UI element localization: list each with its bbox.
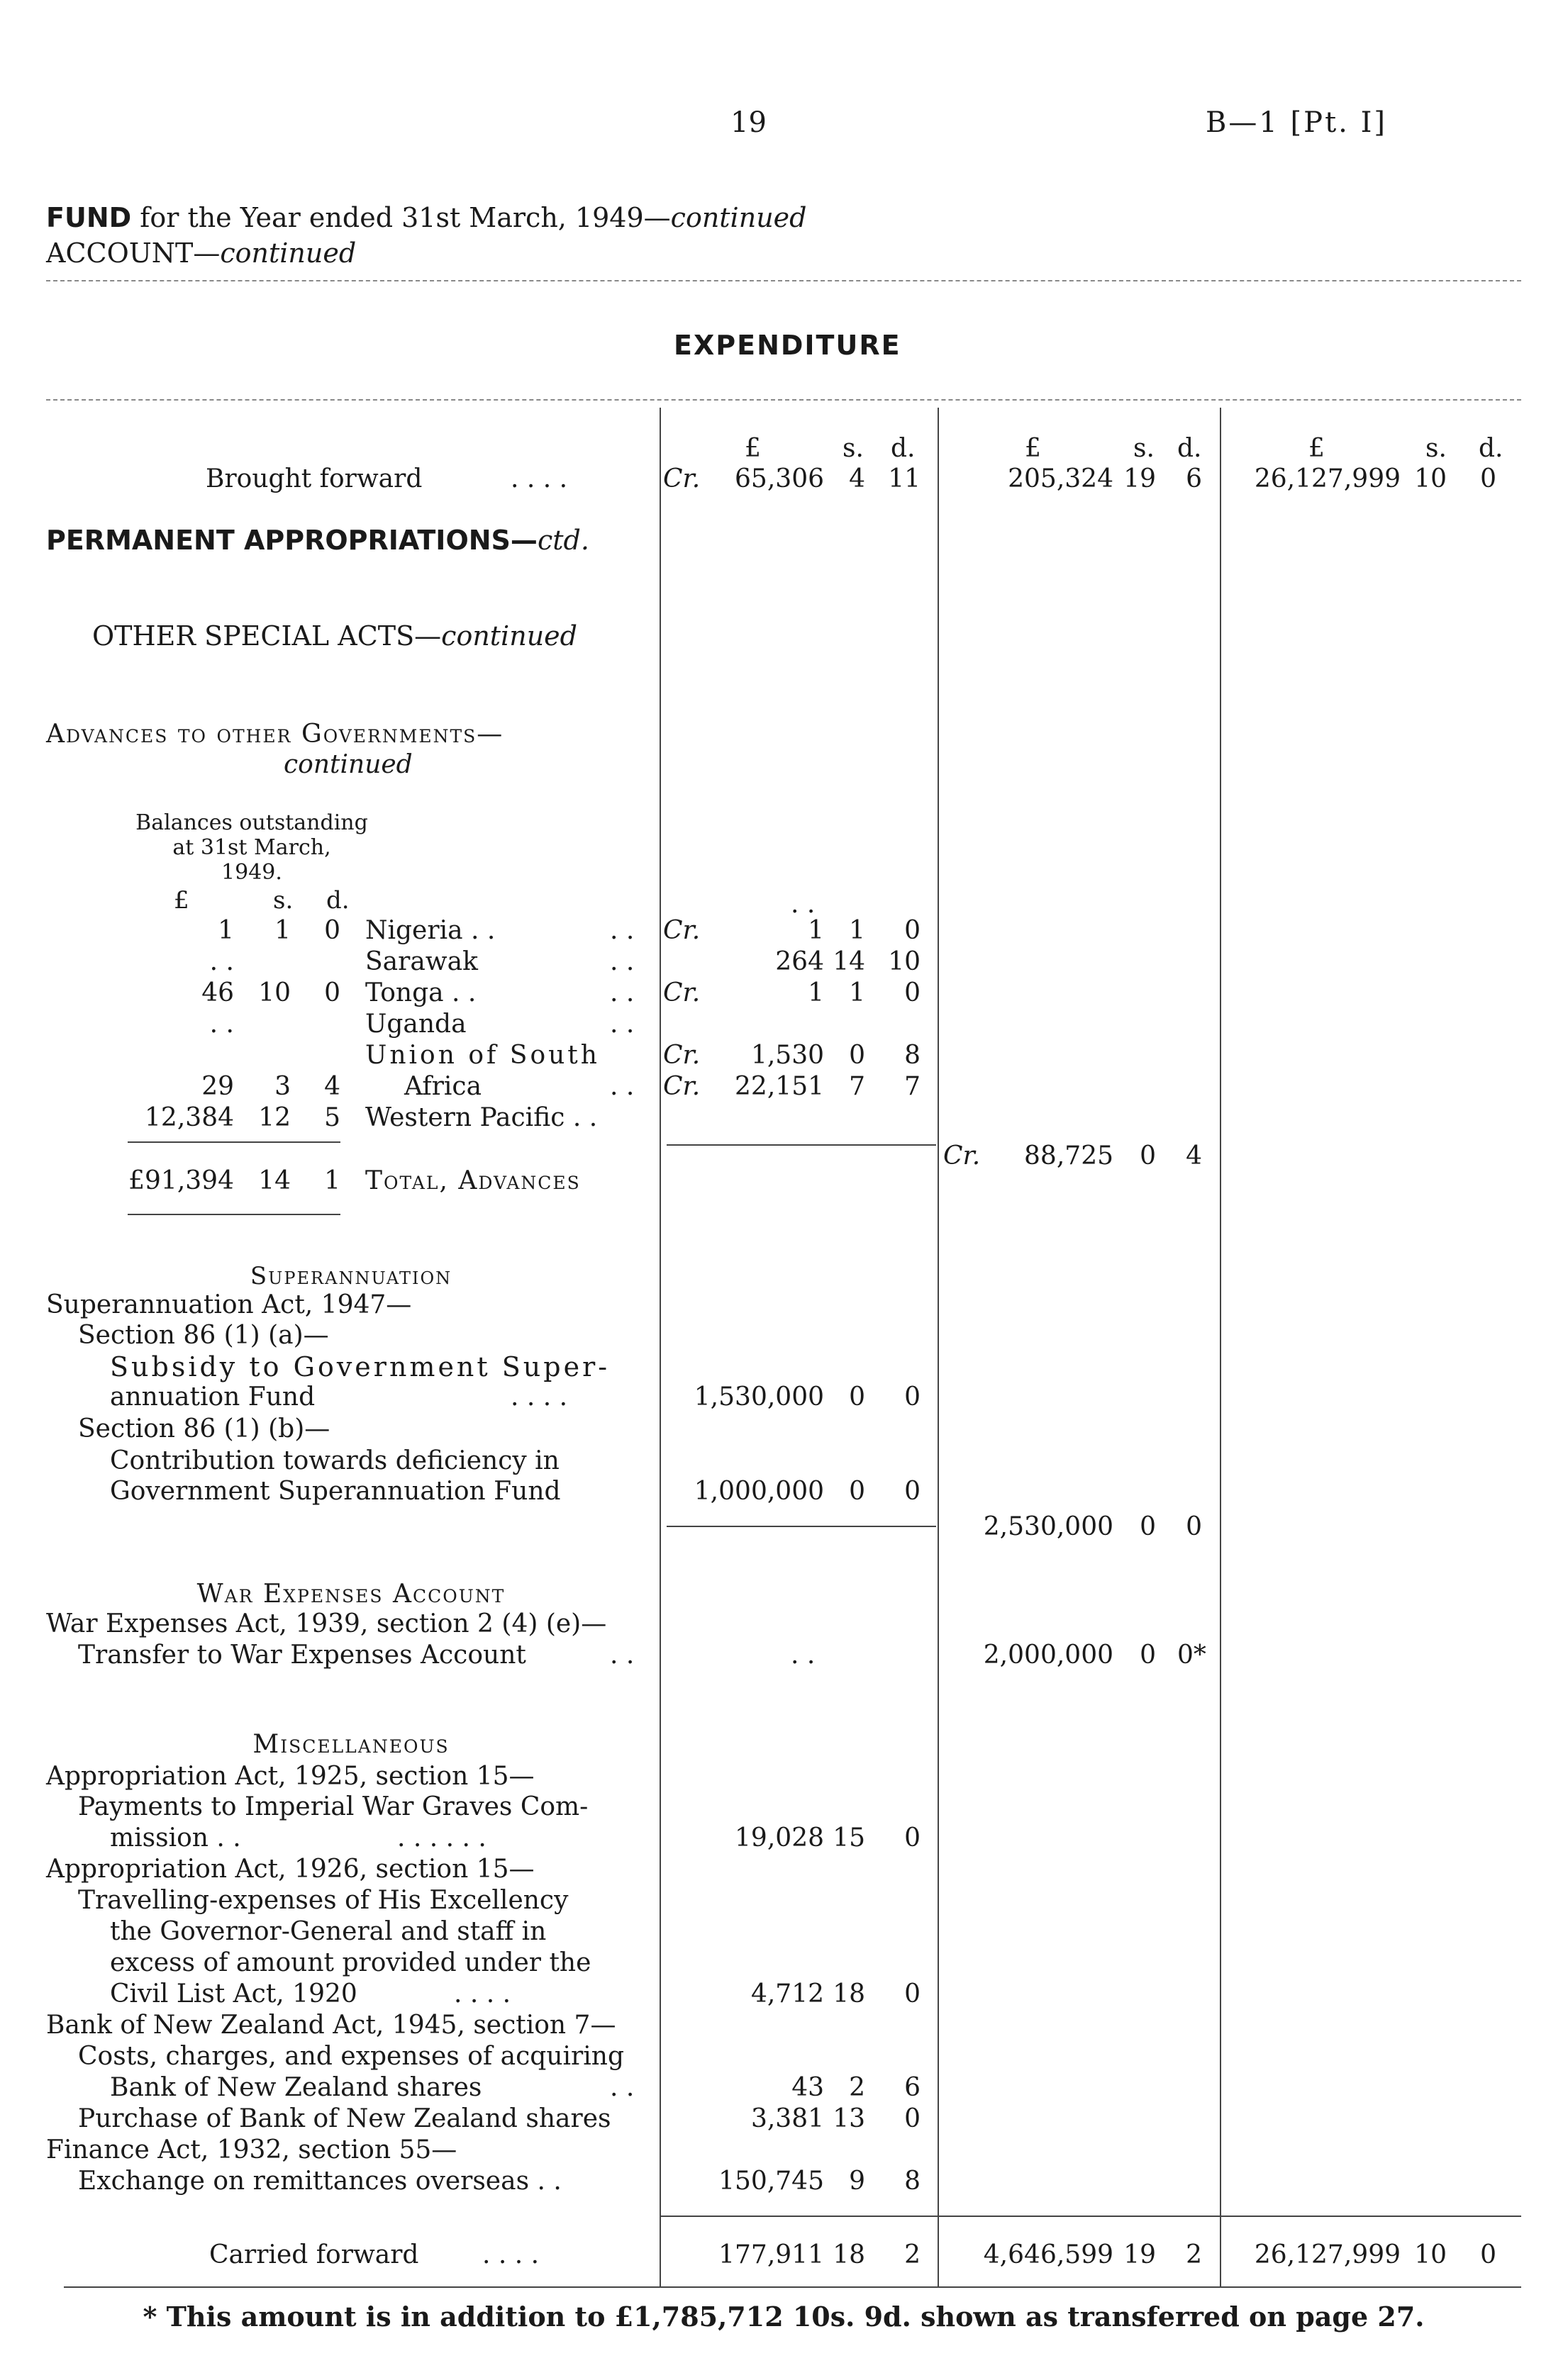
amount-pounds: 3,381 [750, 2104, 824, 2133]
war-expenses-act: War Expenses Act, 1939, section 2 (4) (e)— [46, 1609, 607, 1638]
balance-pounds: 12,384 [145, 1103, 234, 1132]
footnote: * This amount is in addition to £1,785,712 10s. 9d. shown as transferred on page 27. [143, 2301, 1425, 2332]
amount-shillings: 14 [833, 947, 865, 976]
leader-dots: . . . . [482, 2240, 540, 2269]
section-title: EXPENDITURE [674, 330, 901, 361]
balance-subtotal-rule [128, 1141, 340, 1143]
leader-dots: . . [610, 947, 635, 976]
leader-dots: . . [610, 1072, 635, 1101]
balances-line-1: Balances outstanding [135, 810, 368, 835]
balance-pounds: £91,394 [128, 1166, 234, 1195]
bank-costs-line-2: Bank of New Zealand shares [110, 2073, 482, 2102]
amount-pence: 8 [904, 2167, 921, 2196]
amount-pence: 0 [904, 1979, 921, 2009]
amount-pence: 11 [888, 464, 921, 493]
balance-pounds: 29 [201, 1072, 234, 1101]
balance-shillings: 10 [258, 978, 291, 1007]
amount-shillings: 0 [849, 1477, 865, 1506]
amount-pence: 0 [904, 1823, 921, 1853]
permanent-appropriations-heading [46, 525, 589, 556]
permanent-appropriations-label: PERMANENT APPROPRIATIONS— [46, 525, 538, 556]
amount-pence: 0* [1177, 1641, 1206, 1670]
pound-sign: £ [174, 886, 189, 915]
shilling-sign: s. [273, 886, 294, 915]
balance-pence: 4 [324, 1072, 340, 1101]
balance-pence: 0 [324, 978, 340, 1007]
amount-pounds: 22,151 [735, 1072, 824, 1101]
travelling-line-1: Travelling-expenses of His Excellency [78, 1886, 569, 1915]
amount-pounds: 264 [775, 947, 824, 976]
amount-pounds: 205,324 [1008, 464, 1113, 493]
column1-subtotal-rule [667, 1144, 936, 1146]
credit-marker: Cr. [943, 1141, 981, 1171]
amount-pence: 0 [1186, 1512, 1202, 1541]
column-rule-1 [660, 408, 661, 2286]
war-graves-line-1: Payments to Imperial War Graves Com- [78, 1792, 589, 1821]
balance-pounds: . . [209, 1010, 234, 1039]
amount-pence: 0 [1480, 2240, 1496, 2269]
amount-pence: 6 [1186, 464, 1202, 493]
amount-pence: 8 [904, 1041, 921, 1070]
pence-sign: d. [1177, 434, 1202, 463]
leader-dots: . . . . [511, 1382, 568, 1412]
amount-shillings: 7 [849, 1072, 865, 1101]
credit-marker: Cr. [663, 916, 701, 945]
amount-shillings: 19 [1123, 464, 1156, 493]
amount-pence: 6 [904, 2073, 921, 2102]
balances-line-2: at 31st March, [172, 835, 331, 860]
balance-pence: 0 [324, 916, 340, 945]
fund-title [46, 202, 806, 233]
pound-sign: £ [1308, 434, 1325, 463]
bank-of-nz-act-1945: Bank of New Zealand Act, 1945, section 7— [46, 2011, 616, 2040]
balance-shillings: 1 [274, 916, 291, 945]
travelling-line-3: excess of amount provided under the [110, 1948, 591, 1977]
balance-pounds: . . [209, 947, 234, 976]
balance-pounds: 1 [218, 916, 234, 945]
shilling-sign: s. [843, 434, 864, 463]
amount-shillings: 1 [849, 978, 865, 1007]
credit-marker: Cr. [663, 464, 701, 493]
amount-pounds: 1,530,000 [694, 1382, 824, 1412]
page-number: 19 [730, 106, 767, 139]
government-name: Sarawak [365, 947, 478, 976]
miscellaneous-heading: Miscellaneous [252, 1730, 450, 1759]
amount-pence: 0 [904, 2104, 921, 2133]
balance-shillings: 14 [258, 1166, 291, 1195]
government-name: Nigeria . . [365, 916, 496, 945]
fund-title-bold: FUND [46, 202, 132, 233]
amount-shillings: 2 [849, 2073, 865, 2102]
amount-pounds: 1 [808, 978, 824, 1007]
amount-shillings: 19 [1123, 2240, 1156, 2269]
amount-pounds: 26,127,999 [1254, 464, 1401, 493]
amount-shillings: 9 [849, 2167, 865, 2196]
amount-pence: 0 [904, 1382, 921, 1412]
amount-shillings: 15 [833, 1823, 865, 1853]
amount-pence: 0 [904, 1477, 921, 1506]
government-name: Union of South [365, 1041, 600, 1070]
amount-pence: 4 [1186, 1141, 1202, 1171]
leader-dots: . . [791, 1641, 816, 1670]
amount-pounds: 19,028 [735, 1823, 824, 1853]
amount-pounds: 2,530,000 [983, 1512, 1113, 1541]
advances-heading: Advances to other Governments— [46, 720, 504, 749]
bank-costs-line-1: Costs, charges, and expenses of acquiring [78, 2042, 624, 2071]
balance-pence: 1 [324, 1166, 340, 1195]
travelling-line-4: Civil List Act, 1920 [110, 1979, 357, 2009]
balance-pence: 5 [324, 1103, 340, 1132]
account-label: ACCOUNT— [46, 238, 221, 269]
amount-pence: 0 [904, 916, 921, 945]
amount-pence: 2 [1186, 2240, 1202, 2269]
amount-shillings: 18 [833, 1979, 865, 2009]
brought-forward-label: Brought forward [206, 464, 423, 493]
leader-dots: . . [610, 2073, 635, 2102]
war-graves-line-2: mission . . [110, 1823, 241, 1853]
section-86-1-b: Section 86 (1) (b)— [78, 1414, 330, 1443]
subsidy-line-2: annuation Fund [110, 1382, 316, 1412]
amount-shillings: 10 [1414, 2240, 1447, 2269]
balance-shillings: 12 [258, 1103, 291, 1132]
contribution-line-1: Contribution towards deficiency in [110, 1446, 560, 1475]
amount-pence: 10 [888, 947, 921, 976]
account-continued: continued [220, 238, 357, 269]
credit-marker: Cr. [663, 1072, 701, 1101]
bank-purchase-line: Purchase of Bank of New Zealand shares [78, 2104, 611, 2133]
appropriation-act-1926: Appropriation Act, 1926, section 15— [46, 1855, 535, 1884]
leader-dots: . . . . [511, 464, 568, 493]
amount-shillings: 4 [849, 464, 865, 493]
amount-shillings: 0 [1140, 1641, 1156, 1670]
government-name: Western Pacific . . [365, 1103, 598, 1132]
footer-rule [64, 2286, 1521, 2288]
amount-shillings: 0 [1140, 1141, 1156, 1171]
government-name: Uganda [365, 1010, 467, 1039]
balance-shillings: 3 [274, 1072, 291, 1101]
shilling-sign: s. [1425, 434, 1447, 463]
header-divider [46, 280, 1521, 281]
pence-sign: d. [326, 886, 350, 915]
amount-pounds: 4,646,599 [983, 2240, 1113, 2269]
amount-pounds: 2,000,000 [983, 1641, 1113, 1670]
pence-sign: d. [1479, 434, 1503, 463]
amount-pounds: 177,911 [718, 2240, 824, 2269]
account-title [46, 238, 356, 269]
amount-pence: 0 [904, 978, 921, 1007]
leader-dots: . . [610, 978, 635, 1007]
total-advances-label: Total, Advances [365, 1166, 581, 1195]
amount-pounds: 1 [808, 916, 824, 945]
pound-sign: £ [1025, 434, 1041, 463]
travelling-line-2: the Governor-General and staff in [110, 1917, 547, 1946]
page-reference: B—1 [Pt. I] [1206, 106, 1387, 139]
amount-pounds: 88,725 [1024, 1141, 1113, 1171]
permanent-appropriations-ctd: ctd. [537, 525, 589, 556]
amount-pounds: 1,530 [750, 1041, 824, 1070]
amount-pounds: 1,000,000 [694, 1477, 824, 1506]
amount-pounds: 26,127,999 [1254, 2240, 1401, 2269]
amount-pence: 0 [1480, 464, 1496, 493]
finance-act-1932: Finance Act, 1932, section 55— [46, 2135, 457, 2164]
column1-subtotal-rule [667, 1526, 936, 1527]
amount-shillings: 0 [849, 1382, 865, 1412]
contribution-line-2: Government Superannuation Fund [110, 1477, 561, 1506]
amount-shillings: 0 [849, 1041, 865, 1070]
superannuation-heading: Superannuation [250, 1262, 452, 1290]
column-rule-2 [938, 408, 939, 2286]
amount-shillings: 1 [849, 916, 865, 945]
pound-sign: £ [745, 434, 761, 463]
carried-forward-label: Carried forward [209, 2240, 419, 2269]
appropriation-act-1925: Appropriation Act, 1925, section 15— [46, 1762, 535, 1791]
amount-pence: 7 [904, 1072, 921, 1101]
section-86-1-a: Section 86 (1) (a)— [78, 1321, 329, 1350]
title-divider [46, 399, 1521, 401]
amount-shillings: 18 [833, 2240, 865, 2269]
war-expenses-heading: War Expenses Account [196, 1580, 506, 1609]
exchange-line: Exchange on remittances overseas . . [78, 2167, 562, 2196]
amount-pounds: 150,745 [718, 2167, 824, 2196]
carried-forward-top-rule [660, 2216, 1521, 2217]
leader-dots: . . . . [454, 1979, 511, 2009]
amount-shillings: 13 [833, 2104, 865, 2133]
balance-total-rule [128, 1214, 340, 1215]
advances-heading-continued: continued [284, 750, 413, 779]
leader-dots: . . [610, 1010, 635, 1039]
leader-dots: . . . . . . [397, 1823, 486, 1853]
balance-pounds: 46 [201, 978, 234, 1007]
superannuation-act: Superannuation Act, 1947— [46, 1290, 412, 1319]
leader-dots: . . [610, 1641, 635, 1670]
pence-sign: d. [891, 434, 916, 463]
fund-title-rest: for the Year ended 31st March, 1949— [131, 202, 671, 233]
amount-pence: 2 [904, 2240, 921, 2269]
war-transfer-line: Transfer to War Expenses Account [78, 1641, 526, 1670]
other-special-acts-heading [92, 620, 577, 652]
leader-dots: . . [791, 890, 816, 919]
credit-marker: Cr. [663, 978, 701, 1007]
amount-pounds: 65,306 [735, 464, 824, 493]
column-rule-3 [1220, 408, 1221, 2286]
other-special-acts-label: OTHER SPECIAL ACTS— [92, 620, 442, 652]
shilling-sign: s. [1133, 434, 1155, 463]
government-name: Africa [404, 1072, 482, 1101]
balances-line-3: 1949. [221, 860, 282, 885]
other-special-acts-continued: continued [441, 620, 577, 652]
amount-shillings: 10 [1414, 464, 1447, 493]
government-name: Tonga . . [365, 978, 477, 1007]
subsidy-line-1: Subsidy to Government Super- [110, 1351, 611, 1382]
amount-shillings: 0 [1140, 1512, 1156, 1541]
amount-pounds: 4,712 [750, 1979, 824, 2009]
fund-title-continued: continued [670, 202, 807, 233]
credit-marker: Cr. [663, 1041, 701, 1070]
leader-dots: . . [610, 916, 635, 945]
amount-pounds: 43 [791, 2073, 824, 2102]
